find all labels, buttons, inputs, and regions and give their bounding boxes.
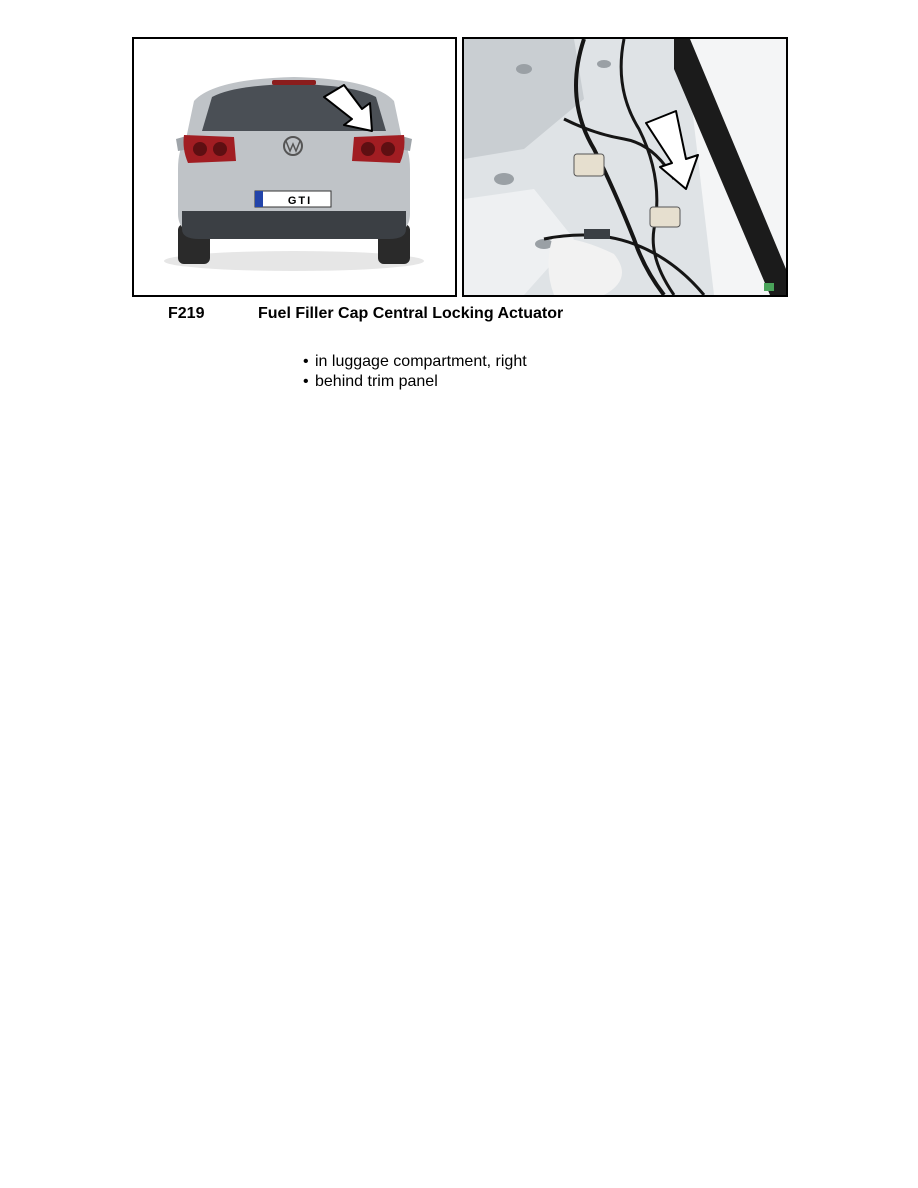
- component-title: Fuel Filler Cap Central Locking Actuator: [258, 305, 564, 322]
- license-plate-text: GTI: [287, 195, 313, 207]
- trim-area-illustration: [464, 39, 786, 295]
- luggage-compartment-image: [462, 37, 788, 297]
- car-rear-illustration: [134, 39, 455, 295]
- location-notes-list: [303, 352, 527, 392]
- location-note: • in luggage compartment, right: [303, 352, 527, 372]
- car-rear-view-image: [132, 37, 457, 297]
- location-note: • behind trim panel: [303, 372, 527, 392]
- component-code: F219: [168, 305, 205, 322]
